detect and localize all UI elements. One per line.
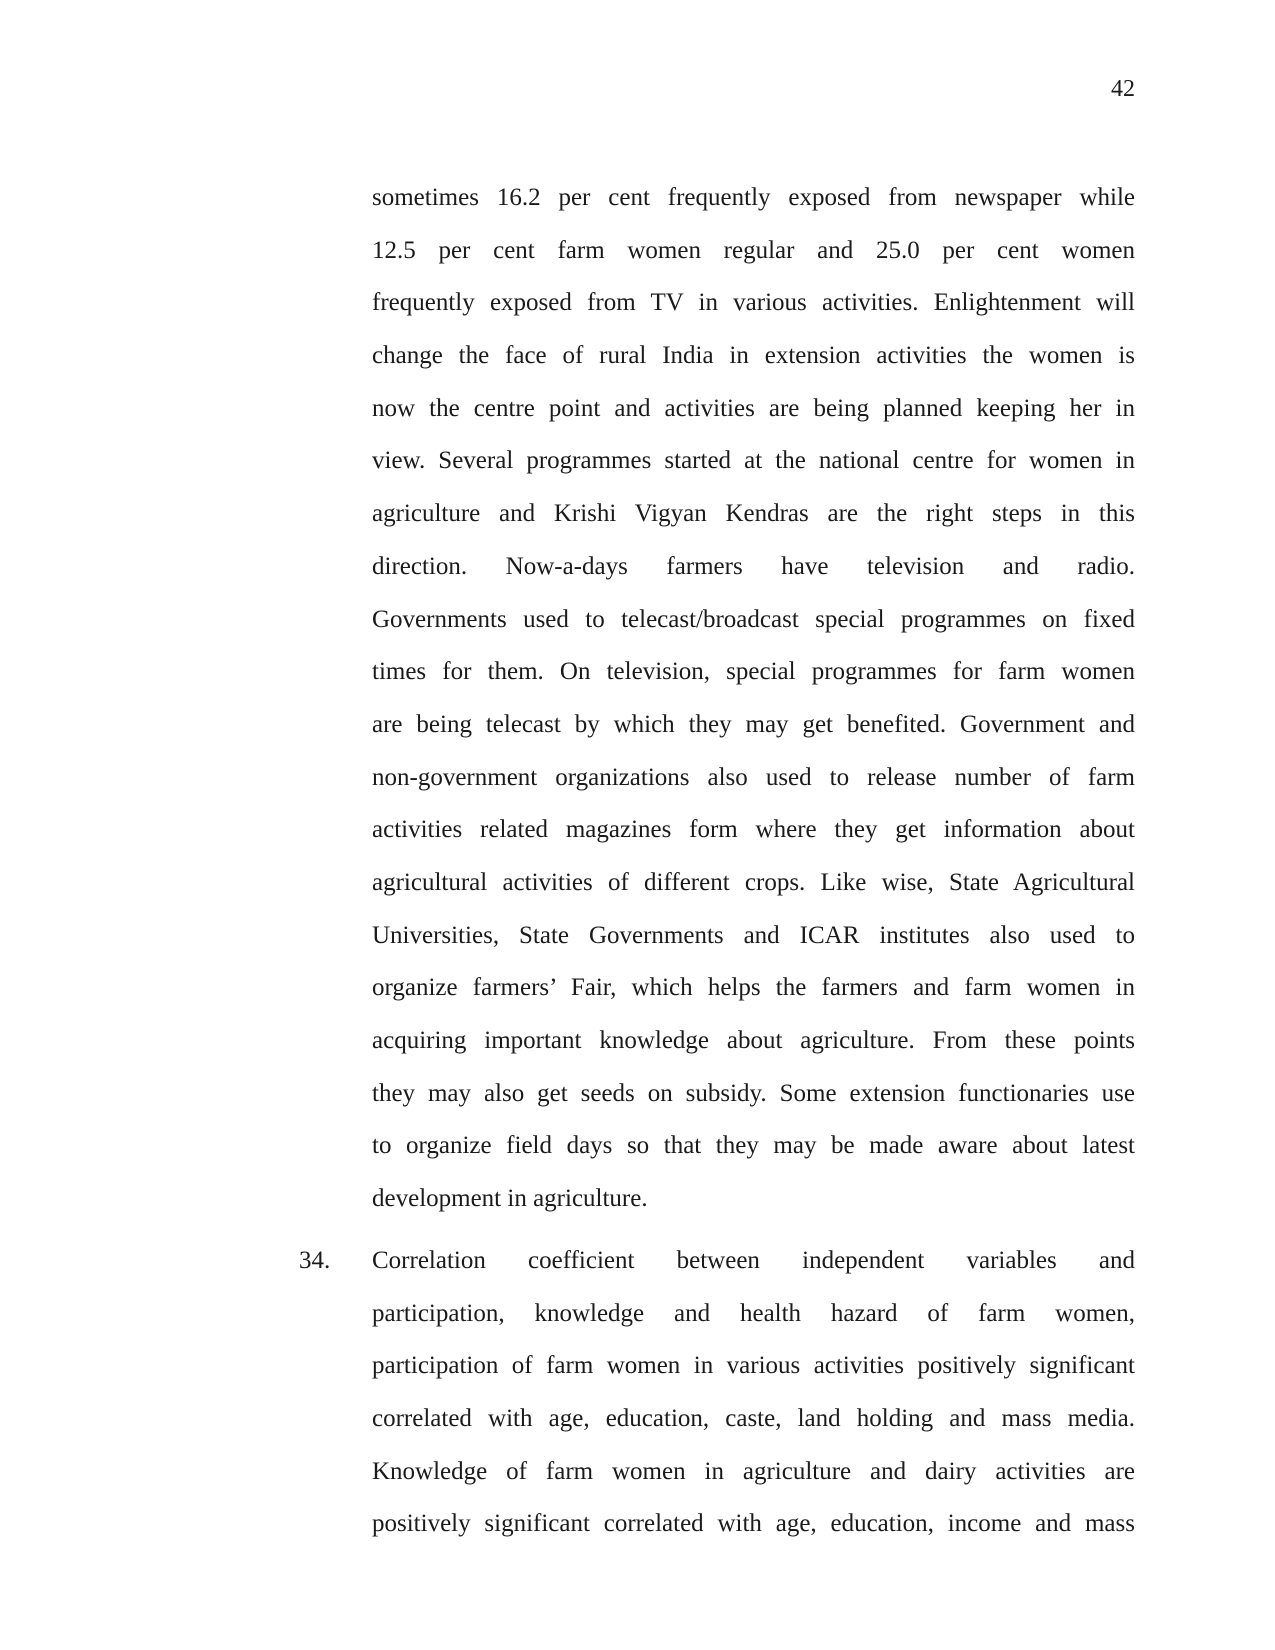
paragraph-line: non-government organizations also used to release number of farm (372, 763, 1135, 791)
paragraph-line: direction. Now-a-days farmers have television and radio. (372, 552, 1135, 580)
item-number: 34. (299, 1247, 331, 1274)
paragraph-line: 12.5 per cent farm women regular and 25.0 per cent women (372, 236, 1135, 264)
paragraph-line: to organize field days so that they may be made aware about latest (372, 1132, 1135, 1160)
item-line: participation of farm women in various activities positively significant (372, 1352, 1135, 1380)
paragraph-line: change the face of rural India in extension activities the women is (372, 342, 1135, 370)
paragraph-line: now the centre point and activities are being planned keeping her in (372, 394, 1135, 422)
paragraph-line: times for them. On television, special programmes for farm women (372, 658, 1135, 686)
paragraph-line: sometimes 16.2 per cent frequently exposed from newspaper while (372, 184, 1135, 211)
paragraph-line: view. Several programmes started at the national centre for women in (372, 447, 1135, 475)
item-text (372, 1235, 1135, 1551)
paragraph-line: agricultural activities of different crops. Like wise, State Agricultural (372, 868, 1135, 896)
paragraph-line: acquiring important knowledge about agriculture. From these points (372, 1027, 1135, 1054)
item-line: correlated with age, education, caste, land holding and mass media. (372, 1405, 1135, 1433)
page-number: 42 (1111, 76, 1135, 102)
item-line: Correlation coefficient between independent variables and (372, 1247, 1135, 1274)
item-line: positively significant correlated with age, education, income and mass (372, 1510, 1135, 1538)
paragraph-line: agriculture and Krishi Vigyan Kendras are the right steps in this (372, 500, 1135, 528)
item-line: participation, knowledge and health hazard of farm women, (372, 1299, 1135, 1327)
paragraph-line: they may also get seeds on subsidy. Some extension functionaries use (372, 1079, 1135, 1107)
paragraph-line: activities related magazines form where they get information about (372, 816, 1135, 844)
paragraph-continued (372, 172, 1135, 1226)
paragraph-line: organize farmers’ Fair, which helps the farmers and farm women in (372, 974, 1135, 1002)
item-line: Knowledge of farm women in agriculture and dairy activities are (372, 1457, 1135, 1485)
paragraph-line: are being telecast by which they may get benefited. Government and (372, 710, 1135, 738)
paragraph-line: Governments used to telecast/broadcast special programmes on fixed (372, 605, 1135, 633)
paragraph-line: development in agriculture. (372, 1185, 648, 1213)
paragraph-line: Universities, State Governments and ICAR institutes also used to (372, 921, 1135, 949)
paragraph-line: frequently exposed from TV in various activities. Enlightenment will (372, 289, 1135, 317)
